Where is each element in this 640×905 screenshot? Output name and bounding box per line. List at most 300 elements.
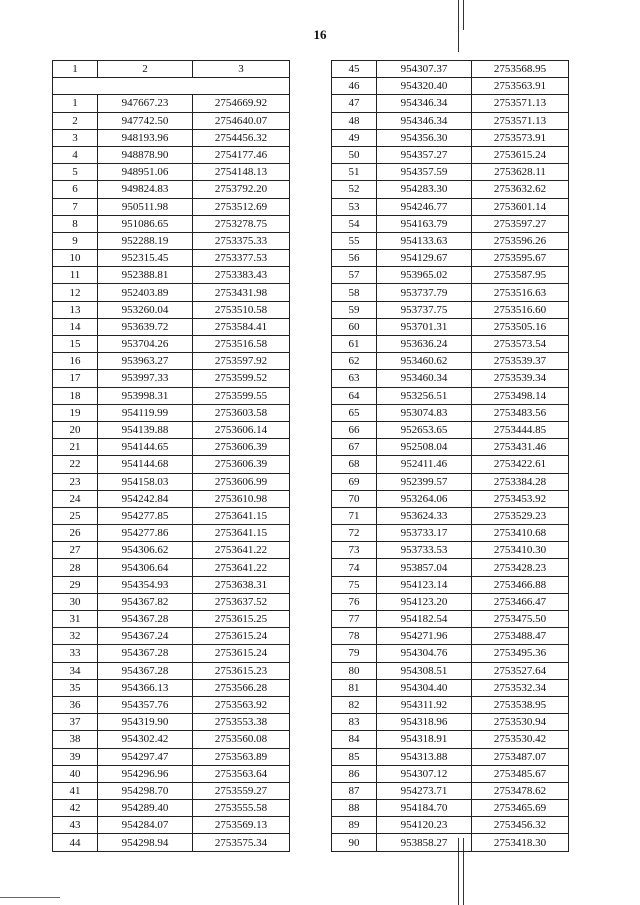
x-coordinate-cell: 952315.45 (98, 250, 193, 267)
point-number-cell: 61 (332, 336, 377, 353)
x-coordinate-cell: 953733.53 (377, 542, 472, 559)
y-coordinate-cell: 2753532.34 (472, 679, 569, 696)
table-row (332, 215, 569, 232)
x-coordinate-cell: 954367.28 (98, 645, 193, 662)
y-coordinate-cell: 2753465.69 (472, 800, 569, 817)
y-coordinate-cell: 2753595.67 (472, 250, 569, 267)
point-number-cell: 6 (53, 181, 98, 198)
y-coordinate-cell: 2753641.15 (193, 507, 290, 524)
x-coordinate-cell: 954306.62 (98, 542, 193, 559)
point-number-cell: 62 (332, 353, 377, 370)
point-number-cell: 79 (332, 645, 377, 662)
table-row (332, 593, 569, 610)
table-row (53, 456, 290, 473)
y-coordinate-cell: 2753553.38 (193, 714, 290, 731)
table-row (332, 559, 569, 576)
point-number-cell: 84 (332, 731, 377, 748)
y-coordinate-cell: 2753573.91 (472, 129, 569, 146)
x-coordinate-cell: 952403.89 (98, 284, 193, 301)
point-number-cell: 25 (53, 507, 98, 524)
table-row (332, 301, 569, 318)
x-coordinate-cell: 954273.71 (377, 782, 472, 799)
y-coordinate-cell: 2753466.88 (472, 576, 569, 593)
y-coordinate-cell: 2753453.92 (472, 490, 569, 507)
point-number-cell: 59 (332, 301, 377, 318)
table-row (332, 525, 569, 542)
x-coordinate-cell: 954318.96 (377, 714, 472, 731)
point-number-cell: 9 (53, 232, 98, 249)
x-coordinate-cell: 954144.68 (98, 456, 193, 473)
table-row (53, 198, 290, 215)
y-coordinate-cell: 2753505.16 (472, 318, 569, 335)
point-number-cell: 4 (53, 146, 98, 163)
point-number-cell: 21 (53, 439, 98, 456)
point-number-cell: 81 (332, 679, 377, 696)
table-row (53, 232, 290, 249)
table-row (53, 404, 290, 421)
y-coordinate-cell: 2753792.20 (193, 181, 290, 198)
y-coordinate-cell: 2753615.24 (193, 645, 290, 662)
table-row (53, 542, 290, 559)
x-coordinate-cell: 954304.40 (377, 679, 472, 696)
point-number-cell: 87 (332, 782, 377, 799)
y-coordinate-cell: 2753444.85 (472, 421, 569, 438)
x-coordinate-cell: 954354.93 (98, 576, 193, 593)
x-coordinate-cell: 953256.51 (377, 387, 472, 404)
table-row (332, 404, 569, 421)
header-cell: 1 (53, 61, 98, 78)
point-number-cell: 41 (53, 782, 98, 799)
table-row (53, 576, 290, 593)
table-row (332, 353, 569, 370)
table-row (332, 267, 569, 284)
table-row (53, 473, 290, 490)
table-row (53, 129, 290, 146)
table-row (53, 765, 290, 782)
point-number-cell: 63 (332, 370, 377, 387)
y-coordinate-cell: 2753555.58 (193, 800, 290, 817)
x-coordinate-cell: 954356.30 (377, 129, 472, 146)
table-row (53, 593, 290, 610)
x-coordinate-cell: 952508.04 (377, 439, 472, 456)
point-number-cell: 39 (53, 748, 98, 765)
table-row (332, 765, 569, 782)
y-coordinate-cell: 2753475.50 (472, 611, 569, 628)
x-coordinate-cell: 953460.34 (377, 370, 472, 387)
point-number-cell: 27 (53, 542, 98, 559)
y-coordinate-cell: 2753560.08 (193, 731, 290, 748)
point-number-cell: 86 (332, 765, 377, 782)
x-coordinate-cell: 954119.99 (98, 404, 193, 421)
point-number-cell: 13 (53, 301, 98, 318)
x-coordinate-cell: 954304.76 (377, 645, 472, 662)
x-coordinate-cell: 952288.19 (98, 232, 193, 249)
y-coordinate-cell: 2753428.23 (472, 559, 569, 576)
x-coordinate-cell: 951086.65 (98, 215, 193, 232)
point-number-cell: 46 (332, 78, 377, 95)
point-number-cell: 88 (332, 800, 377, 817)
point-number-cell: 64 (332, 387, 377, 404)
x-coordinate-cell: 952411.46 (377, 456, 472, 473)
x-coordinate-cell: 954277.86 (98, 525, 193, 542)
point-number-cell: 72 (332, 525, 377, 542)
table-row (332, 95, 569, 112)
y-coordinate-cell: 2753384.28 (472, 473, 569, 490)
y-coordinate-cell: 2753573.54 (472, 336, 569, 353)
x-coordinate-cell: 953737.79 (377, 284, 472, 301)
x-coordinate-cell: 954367.24 (98, 628, 193, 645)
y-coordinate-cell: 2753637.52 (193, 593, 290, 610)
x-coordinate-cell: 954129.67 (377, 250, 472, 267)
x-coordinate-cell: 954120.23 (377, 817, 472, 834)
point-number-cell: 34 (53, 662, 98, 679)
y-coordinate-cell: 2754456.32 (193, 129, 290, 146)
point-number-cell: 89 (332, 817, 377, 834)
x-coordinate-cell: 953074.83 (377, 404, 472, 421)
y-coordinate-cell: 2753641.15 (193, 525, 290, 542)
x-coordinate-cell: 953624.33 (377, 507, 472, 524)
point-number-cell: 58 (332, 284, 377, 301)
table-row (53, 267, 290, 284)
binding-line-top (458, 0, 459, 52)
x-coordinate-cell: 954289.40 (98, 800, 193, 817)
point-number-cell: 75 (332, 576, 377, 593)
y-coordinate-cell: 2753606.14 (193, 421, 290, 438)
x-coordinate-cell: 948878.90 (98, 146, 193, 163)
y-coordinate-cell: 2753638.31 (193, 576, 290, 593)
x-coordinate-cell: 954182.54 (377, 611, 472, 628)
table-row (53, 250, 290, 267)
x-coordinate-cell: 953260.04 (98, 301, 193, 318)
x-coordinate-cell: 954311.92 (377, 696, 472, 713)
point-number-cell: 2 (53, 112, 98, 129)
y-coordinate-cell: 2753516.60 (472, 301, 569, 318)
y-coordinate-cell: 2753559.27 (193, 782, 290, 799)
y-coordinate-cell: 2753563.92 (193, 696, 290, 713)
point-number-cell: 33 (53, 645, 98, 662)
y-coordinate-cell: 2753456.32 (472, 817, 569, 834)
point-number-cell: 19 (53, 404, 98, 421)
y-coordinate-cell: 2753632.62 (472, 181, 569, 198)
table-row (53, 146, 290, 163)
point-number-cell: 17 (53, 370, 98, 387)
y-coordinate-cell: 2753641.22 (193, 559, 290, 576)
table-row (332, 748, 569, 765)
y-coordinate-cell: 2753431.98 (193, 284, 290, 301)
table-row (332, 662, 569, 679)
point-number-cell: 30 (53, 593, 98, 610)
table-row (332, 782, 569, 799)
y-coordinate-cell: 2753563.91 (472, 78, 569, 95)
coordinates-table-right (331, 60, 569, 852)
table-row (332, 473, 569, 490)
y-coordinate-cell: 2753539.34 (472, 370, 569, 387)
y-coordinate-cell: 2753568.95 (472, 61, 569, 78)
table-row (332, 387, 569, 404)
table-row (53, 662, 290, 679)
table-row (53, 164, 290, 181)
table-row (332, 611, 569, 628)
point-number-cell: 28 (53, 559, 98, 576)
y-coordinate-cell: 2753478.62 (472, 782, 569, 799)
table-row (332, 576, 569, 593)
point-number-cell: 60 (332, 318, 377, 335)
y-coordinate-cell: 2753606.39 (193, 456, 290, 473)
table-row (332, 421, 569, 438)
x-coordinate-cell: 954313.88 (377, 748, 472, 765)
table-row (53, 714, 290, 731)
y-coordinate-cell: 2753563.89 (193, 748, 290, 765)
x-coordinate-cell: 953639.72 (98, 318, 193, 335)
point-number-cell: 77 (332, 611, 377, 628)
x-coordinate-cell: 954346.34 (377, 112, 472, 129)
y-coordinate-cell: 2753615.24 (472, 146, 569, 163)
table-row (332, 834, 569, 851)
x-coordinate-cell: 954357.76 (98, 696, 193, 713)
y-coordinate-cell: 2753487.07 (472, 748, 569, 765)
point-number-cell: 73 (332, 542, 377, 559)
x-coordinate-cell: 954297.47 (98, 748, 193, 765)
point-number-cell: 56 (332, 250, 377, 267)
point-number-cell: 40 (53, 765, 98, 782)
point-number-cell: 37 (53, 714, 98, 731)
x-coordinate-cell: 954346.34 (377, 95, 472, 112)
y-coordinate-cell: 2753498.14 (472, 387, 569, 404)
table-row (53, 611, 290, 628)
x-coordinate-cell: 948193.96 (98, 129, 193, 146)
point-number-cell: 74 (332, 559, 377, 576)
x-coordinate-cell: 954184.70 (377, 800, 472, 817)
table-row (53, 645, 290, 662)
point-number-cell: 1 (53, 95, 98, 112)
y-coordinate-cell: 2754669.92 (193, 95, 290, 112)
x-coordinate-cell: 953733.17 (377, 525, 472, 542)
y-coordinate-cell: 2753587.95 (472, 267, 569, 284)
point-number-cell: 76 (332, 593, 377, 610)
x-coordinate-cell: 954308.51 (377, 662, 472, 679)
y-coordinate-cell: 2753597.27 (472, 215, 569, 232)
table-row (332, 645, 569, 662)
y-coordinate-cell: 2753575.34 (193, 834, 290, 851)
x-coordinate-cell: 954123.14 (377, 576, 472, 593)
table-row (332, 232, 569, 249)
x-coordinate-cell: 954318.91 (377, 731, 472, 748)
table-row (53, 748, 290, 765)
y-coordinate-cell: 2754148.13 (193, 164, 290, 181)
y-coordinate-cell: 2753615.25 (193, 611, 290, 628)
point-number-cell: 70 (332, 490, 377, 507)
point-number-cell: 20 (53, 421, 98, 438)
x-coordinate-cell: 953997.33 (98, 370, 193, 387)
point-number-cell: 53 (332, 198, 377, 215)
table-row (332, 112, 569, 129)
table-row (53, 181, 290, 198)
y-coordinate-cell: 2753383.43 (193, 267, 290, 284)
table-row (332, 146, 569, 163)
y-coordinate-cell: 2753571.13 (472, 95, 569, 112)
table-row (332, 78, 569, 95)
header-cell: 2 (98, 61, 193, 78)
table-row (332, 456, 569, 473)
table-row (53, 800, 290, 817)
coordinates-table-left (52, 60, 290, 852)
point-number-cell: 23 (53, 473, 98, 490)
x-coordinate-cell: 954298.70 (98, 782, 193, 799)
x-coordinate-cell: 950511.98 (98, 198, 193, 215)
table-row (53, 336, 290, 353)
table-row (53, 679, 290, 696)
y-coordinate-cell: 2753601.14 (472, 198, 569, 215)
x-coordinate-cell: 953737.75 (377, 301, 472, 318)
table-row (332, 696, 569, 713)
x-coordinate-cell: 954367.28 (98, 662, 193, 679)
point-number-cell: 15 (53, 336, 98, 353)
point-number-cell: 43 (53, 817, 98, 834)
table-row (332, 714, 569, 731)
table-row (53, 301, 290, 318)
point-number-cell: 90 (332, 834, 377, 851)
y-coordinate-cell: 2753566.28 (193, 679, 290, 696)
point-number-cell: 24 (53, 490, 98, 507)
table-row (332, 336, 569, 353)
point-number-cell: 47 (332, 95, 377, 112)
x-coordinate-cell: 954320.40 (377, 78, 472, 95)
point-number-cell: 38 (53, 731, 98, 748)
y-coordinate-cell: 2753410.30 (472, 542, 569, 559)
y-coordinate-cell: 2753483.56 (472, 404, 569, 421)
y-coordinate-cell: 2753278.75 (193, 215, 290, 232)
y-coordinate-cell: 2753527.64 (472, 662, 569, 679)
table-row (53, 559, 290, 576)
point-number-cell: 16 (53, 353, 98, 370)
x-coordinate-cell: 954277.85 (98, 507, 193, 524)
table-row (53, 817, 290, 834)
y-coordinate-cell: 2753539.37 (472, 353, 569, 370)
point-number-cell: 69 (332, 473, 377, 490)
y-coordinate-cell: 2753615.24 (193, 628, 290, 645)
table-row (53, 421, 290, 438)
table-row (332, 800, 569, 817)
x-coordinate-cell: 953857.04 (377, 559, 472, 576)
point-number-cell: 54 (332, 215, 377, 232)
point-number-cell: 18 (53, 387, 98, 404)
x-coordinate-cell: 954242.84 (98, 490, 193, 507)
point-number-cell: 42 (53, 800, 98, 817)
table-row (53, 834, 290, 851)
y-coordinate-cell: 2753422.61 (472, 456, 569, 473)
x-coordinate-cell: 954319.90 (98, 714, 193, 731)
y-coordinate-cell: 2753375.33 (193, 232, 290, 249)
table-row (332, 164, 569, 181)
table-row (53, 782, 290, 799)
table-row (53, 215, 290, 232)
point-number-cell: 7 (53, 198, 98, 215)
point-number-cell: 78 (332, 628, 377, 645)
x-coordinate-cell: 954296.96 (98, 765, 193, 782)
point-number-cell: 32 (53, 628, 98, 645)
point-number-cell: 36 (53, 696, 98, 713)
x-coordinate-cell: 954123.20 (377, 593, 472, 610)
x-coordinate-cell: 953963.27 (98, 353, 193, 370)
table-row (332, 370, 569, 387)
x-coordinate-cell: 953998.31 (98, 387, 193, 404)
x-coordinate-cell: 954357.59 (377, 164, 472, 181)
table-row (53, 731, 290, 748)
x-coordinate-cell: 954271.96 (377, 628, 472, 645)
point-number-cell: 68 (332, 456, 377, 473)
table-row (332, 628, 569, 645)
y-coordinate-cell: 2753628.11 (472, 164, 569, 181)
y-coordinate-cell: 2753603.58 (193, 404, 290, 421)
x-coordinate-cell: 952399.57 (377, 473, 472, 490)
point-number-cell: 26 (53, 525, 98, 542)
table-row (53, 490, 290, 507)
y-coordinate-cell: 2753516.58 (193, 336, 290, 353)
table-row (53, 318, 290, 335)
y-coordinate-cell: 2753530.42 (472, 731, 569, 748)
table-row (332, 439, 569, 456)
table-row (332, 507, 569, 524)
header-cell: 3 (193, 61, 290, 78)
point-number-cell: 52 (332, 181, 377, 198)
x-coordinate-cell: 954158.03 (98, 473, 193, 490)
point-number-cell: 80 (332, 662, 377, 679)
table-row (332, 542, 569, 559)
y-coordinate-cell: 2753512.69 (193, 198, 290, 215)
x-coordinate-cell: 953704.26 (98, 336, 193, 353)
x-coordinate-cell: 954302.42 (98, 731, 193, 748)
point-number-cell: 85 (332, 748, 377, 765)
point-number-cell: 31 (53, 611, 98, 628)
y-coordinate-cell: 2753641.22 (193, 542, 290, 559)
y-coordinate-cell: 2754640.07 (193, 112, 290, 129)
x-coordinate-cell: 954367.28 (98, 611, 193, 628)
y-coordinate-cell: 2753606.39 (193, 439, 290, 456)
y-coordinate-cell: 2753495.36 (472, 645, 569, 662)
y-coordinate-cell: 2753615.23 (193, 662, 290, 679)
table-row (332, 250, 569, 267)
x-coordinate-cell: 947742.50 (98, 112, 193, 129)
point-number-cell: 65 (332, 404, 377, 421)
x-coordinate-cell: 954307.37 (377, 61, 472, 78)
y-coordinate-cell: 2753530.94 (472, 714, 569, 731)
y-coordinate-cell: 2753571.13 (472, 112, 569, 129)
table-row (53, 353, 290, 370)
table-row (332, 181, 569, 198)
table-row (332, 318, 569, 335)
x-coordinate-cell: 954284.07 (98, 817, 193, 834)
x-coordinate-cell: 954367.82 (98, 593, 193, 610)
point-number-cell: 44 (53, 834, 98, 851)
point-number-cell: 22 (53, 456, 98, 473)
x-coordinate-cell: 954366.13 (98, 679, 193, 696)
table-row (332, 129, 569, 146)
table-row (53, 387, 290, 404)
page-number: 16 (313, 27, 327, 42)
y-coordinate-cell: 2753569.13 (193, 817, 290, 834)
y-coordinate-cell: 2753516.63 (472, 284, 569, 301)
table-blank-row (53, 78, 290, 95)
table-row (53, 95, 290, 112)
table-row (332, 817, 569, 834)
table-row (53, 696, 290, 713)
y-coordinate-cell: 2753599.52 (193, 370, 290, 387)
x-coordinate-cell: 947667.23 (98, 95, 193, 112)
x-coordinate-cell: 954139.88 (98, 421, 193, 438)
point-number-cell: 14 (53, 318, 98, 335)
point-number-cell: 66 (332, 421, 377, 438)
y-coordinate-cell: 2753488.47 (472, 628, 569, 645)
